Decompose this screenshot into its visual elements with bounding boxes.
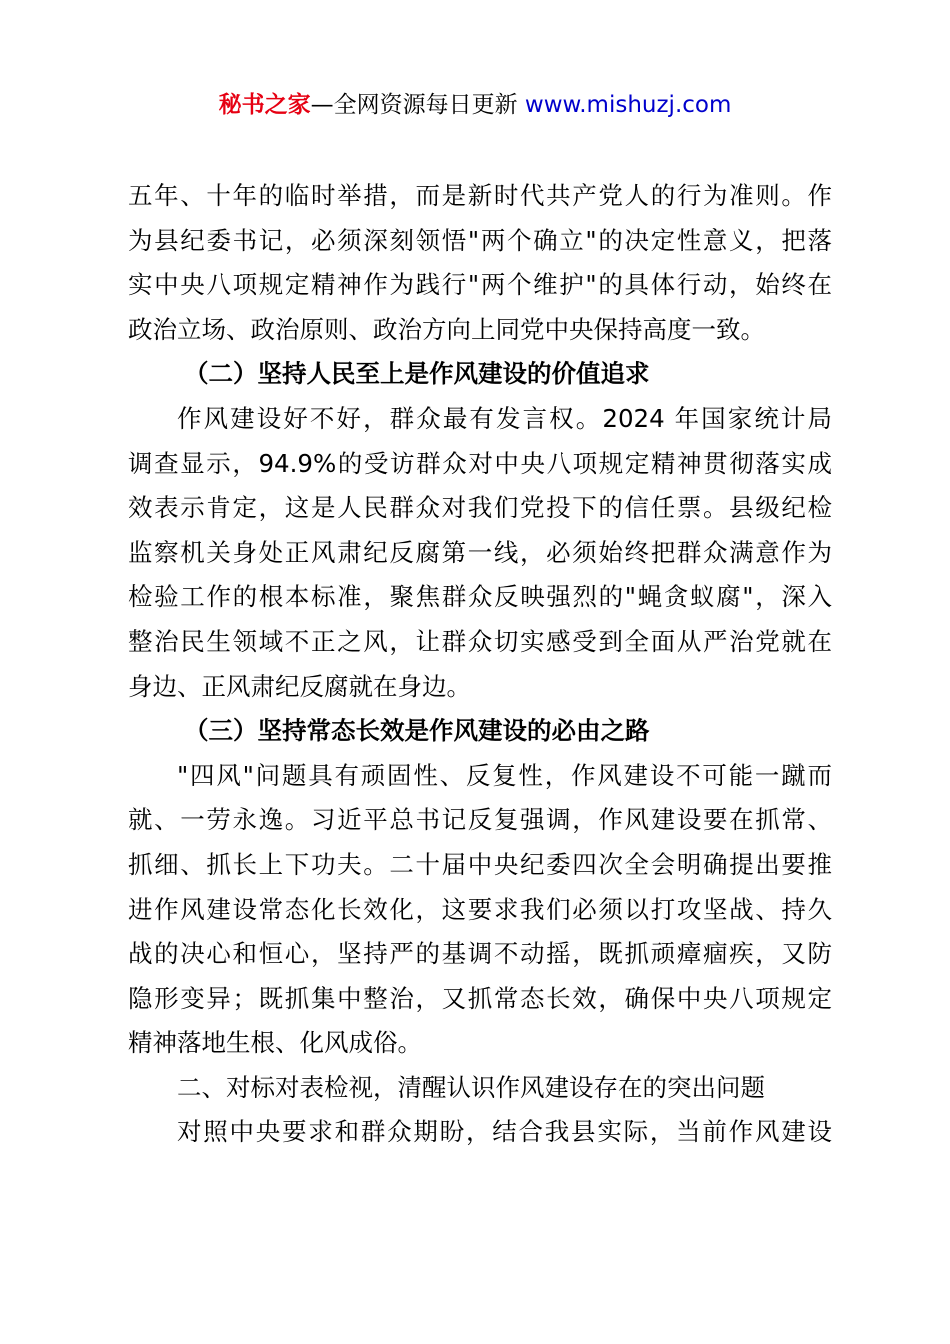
site-url-link[interactable]: www.mishuzj.com <box>524 92 732 118</box>
text-line: 就、一劳永逸。习近平总书记反复强调，作风建设要在抓常、 <box>128 805 832 835</box>
text-line: 实中央八项规定精神作为践行"两个维护"的具体行动，始终在 <box>128 270 832 300</box>
document-body <box>128 174 832 1155</box>
text-line: 为县纪委书记，必须深刻领悟"两个确立"的决定性意义，把落 <box>128 225 832 255</box>
site-tagline: —全网资源每日更新 <box>310 92 518 118</box>
text-line: 身边、正风肃纪反腐就在身边。 <box>128 671 471 701</box>
site-brand: 秘书之家 <box>218 92 311 118</box>
text-line: 精神落地生根、化风成俗。 <box>128 1028 422 1058</box>
text-line: 五年、十年的临时举措，而是新时代共产党人的行为准则。作 <box>128 181 832 210</box>
text-line: 作风建设好不好，群众最有发言权。2024 年国家统计局 <box>177 403 832 433</box>
site-header <box>0 88 950 122</box>
text-line: 对照中央要求和群众期盼，结合我县实际，当前作风建设 <box>177 1117 832 1147</box>
text-line: "四风"问题具有顽固性、反复性，作风建设不可能一蹴而 <box>177 760 832 790</box>
text-line: 效表示肯定，这是人民群众对我们党投下的信任票。县级纪检 <box>128 493 832 523</box>
text-line: 检验工作的根本标准，聚焦群众反映强烈的"蝇贪蚁腐"，深入 <box>128 582 832 612</box>
text-line: 调查显示，94.9%的受访群众对中央八项规定精神贯彻落实成 <box>128 448 832 478</box>
chapter-heading: 二、对标对表检视，清醒认识作风建设存在的突出问题 <box>177 1072 765 1102</box>
text-line: 进作风建设常态化长效化，这要求我们必须以打攻坚战、持久 <box>128 894 832 924</box>
text-line: 政治立场、政治原则、政治方向上同党中央保持高度一致。 <box>128 314 765 344</box>
text-line: 隐形变异；既抓集中整治，又抓常态长效，确保中央八项规定 <box>128 983 832 1013</box>
text-line: 监察机关身处正风肃纪反腐第一线，必须始终把群众满意作为 <box>128 537 832 567</box>
text-line: 战的决心和恒心，坚持严的基调不动摇，既抓顽瘴痼疾，又防 <box>128 939 832 969</box>
section-heading: （三）坚持常态长效是作风建设的必由之路 <box>184 716 650 746</box>
text-line: 抓细、抓长上下功夫。二十届中央纪委四次全会明确提出要推 <box>128 849 832 879</box>
section-heading: （二）坚持人民至上是作风建设的价值追求 <box>184 359 650 389</box>
text-line: 整治民生领域不正之风，让群众切实感受到全面从严治党就在 <box>128 626 832 656</box>
